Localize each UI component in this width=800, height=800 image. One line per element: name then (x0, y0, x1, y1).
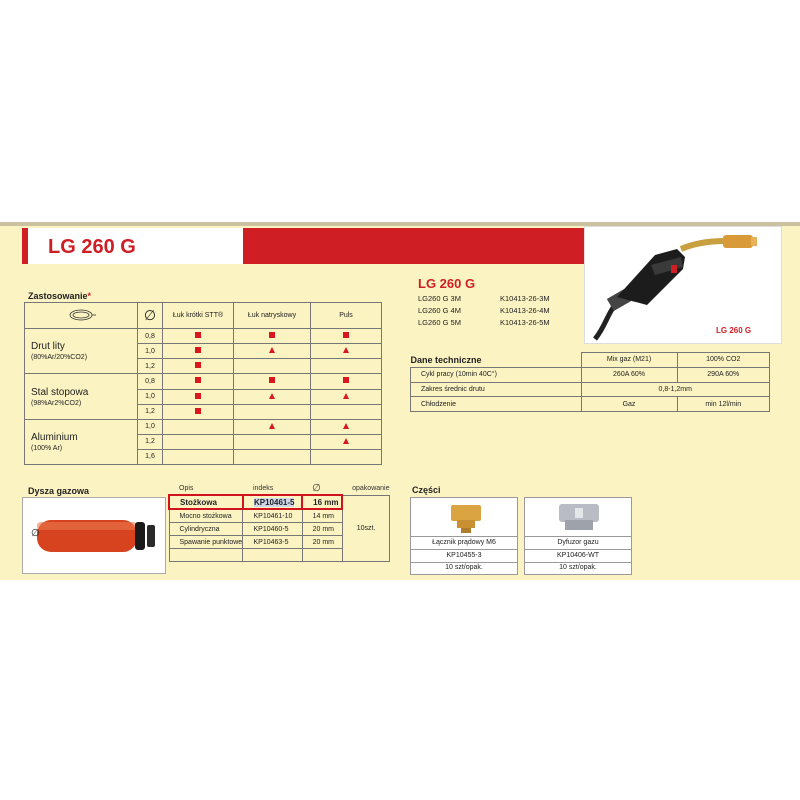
suitability-cell (163, 374, 234, 389)
col-stt: Łuk krótki STT® (163, 303, 234, 329)
wire-diameter: 1,2 (138, 404, 163, 419)
tech-value: min 12l/min (677, 397, 770, 412)
torch-image-label: LG 260 G (716, 326, 752, 335)
suitability-cell (234, 434, 311, 449)
triangle-marker-icon (269, 393, 275, 399)
suitability-cell (163, 344, 234, 359)
square-marker-icon (195, 347, 201, 353)
nozzle-image (22, 497, 166, 574)
suitability-cell (163, 449, 234, 464)
wire-diameter: 1,2 (138, 359, 163, 374)
nozzle-heading: Dysza gazowa (28, 486, 90, 496)
application-heading: Zastosowanie* (28, 291, 92, 301)
triangle-marker-icon (343, 438, 349, 444)
nozzle-row-size: 20 mm (302, 536, 342, 549)
parts-heading: Części (412, 485, 441, 495)
suitability-cell (234, 344, 311, 359)
nozzle-col-pack: opakowanie (352, 484, 390, 492)
tech-value: Gaz (581, 397, 677, 412)
square-marker-icon (343, 377, 349, 383)
material-label: Stal stopowa (98%Ar2%CO2) (25, 374, 138, 419)
tech-value: 260A 60% (581, 367, 677, 382)
square-marker-icon (269, 377, 275, 383)
square-marker-icon (269, 332, 275, 338)
model-row: LG260 G 3M K10413-26-3M (418, 294, 550, 303)
suitability-cell (234, 359, 311, 374)
wire-diameter: 1,2 (138, 434, 163, 449)
application-table (24, 302, 382, 465)
col-pulse: Puls (311, 303, 382, 329)
part-name: Dyfuzor gazu (525, 537, 631, 550)
nozzle-row-size: 14 mm (302, 509, 342, 523)
application-row (25, 329, 382, 344)
suitability-cell (311, 404, 382, 419)
suitability-cell (234, 404, 311, 419)
nozzle-row-desc: Spawanie punktowe (169, 536, 243, 549)
suitability-cell (163, 419, 234, 434)
triangle-marker-icon (343, 347, 349, 353)
gas-diffuser-image (525, 498, 631, 537)
tech-label: Chłodzenie (411, 397, 582, 412)
wire-coil-icon (25, 303, 138, 329)
suitability-cell (234, 419, 311, 434)
contact-tip-holder-image (411, 498, 517, 537)
nozzle-diameter-symbol: ∅ (31, 528, 40, 539)
part-code: KP10455-3 (411, 550, 517, 563)
nozzle-row-index: KP10461-10 (243, 509, 302, 523)
nozzle-row-index: KP10463-5 (243, 536, 302, 549)
nozzle-row-desc: Mocno stożkowa (169, 509, 243, 523)
nozzle-col-index: indeks (252, 484, 274, 492)
nozzle-row-desc: Stożkowa (169, 495, 243, 509)
part-card (410, 497, 518, 575)
application-row (25, 374, 382, 389)
material-label: Aluminium (100% Ar) (25, 419, 138, 464)
triangle-marker-icon (343, 423, 349, 429)
triangle-marker-icon (269, 347, 275, 353)
nozzle-row-size: 20 mm (302, 523, 342, 536)
wire-diameter: 1,0 (138, 344, 163, 359)
triangle-marker-icon (343, 393, 349, 399)
suitability-cell (163, 389, 234, 404)
nozzle-row-index: KP10460-5 (243, 523, 302, 536)
wire-diameter: 0,8 (138, 329, 163, 344)
tech-heading: Dane techniczne (411, 353, 582, 368)
nozzle-col-desc: Opis (179, 484, 194, 492)
suitability-cell (163, 434, 234, 449)
tech-label: Zakres średnic drutu (411, 382, 582, 397)
suitability-cell (163, 404, 234, 419)
model-row: LG260 G 4M K10413-26-4M (418, 306, 550, 315)
technical-data-table (410, 352, 770, 412)
suitability-cell (234, 389, 311, 404)
nozzle-row-desc: Cylindryczna (169, 523, 243, 536)
part-card (524, 497, 632, 575)
nozzle-row-size: 16 mm (302, 495, 342, 509)
model-row: LG260 G 5M K10413-26-5M (418, 318, 550, 327)
suitability-cell (234, 449, 311, 464)
application-row (25, 419, 382, 434)
nozzle-row-index: KP10461-5 (243, 495, 302, 509)
suitability-cell (311, 419, 382, 434)
square-marker-icon (195, 393, 201, 399)
suitability-cell (311, 449, 382, 464)
suitability-cell (311, 434, 382, 449)
suitability-cell (163, 329, 234, 344)
col-spray: Łuk natryskowy (234, 303, 311, 329)
suitability-cell (311, 359, 382, 374)
triangle-marker-icon (269, 423, 275, 429)
suitability-cell (234, 329, 311, 344)
suitability-cell (234, 374, 311, 389)
square-marker-icon (343, 332, 349, 338)
material-label: Drut lity (80%Ar/20%CO2) (25, 329, 138, 374)
tech-col-mix: Mix gaz (M21) (581, 353, 677, 368)
suitability-cell (311, 329, 382, 344)
tech-value: 290A 60% (677, 367, 770, 382)
diameter-header: ∅ (138, 303, 163, 329)
suitability-cell (311, 374, 382, 389)
tech-value: 0,8-1,2mm (581, 382, 770, 397)
square-marker-icon (195, 332, 201, 338)
part-pack: 10 szt/opak. (445, 564, 483, 571)
wire-diameter: 1,6 (138, 449, 163, 464)
part-pack: 10 szt/opak. (559, 564, 597, 571)
wire-diameter: 0,8 (138, 374, 163, 389)
tech-col-co2: 100% CO2 (677, 353, 770, 368)
wire-diameter: 1,0 (138, 419, 163, 434)
torch-image (584, 226, 782, 344)
page-title: LG 260 G (48, 236, 136, 258)
nozzle-table (168, 482, 390, 562)
model-list (418, 293, 550, 329)
nozzle-col-diameter: ∅ (312, 482, 321, 494)
suitability-cell (311, 344, 382, 359)
square-marker-icon (195, 362, 201, 368)
tech-label: Cykl pracy (10min 40C°) (411, 367, 582, 382)
suitability-cell (311, 389, 382, 404)
wire-diameter: 1,0 (138, 389, 163, 404)
suitability-cell (163, 359, 234, 374)
nozzle-pack-value: 10szt. (342, 495, 389, 562)
product-title: LG 260 G (418, 276, 476, 291)
part-code: KP10406-WT (525, 550, 631, 563)
square-marker-icon (195, 408, 201, 414)
part-name: Łącznik prądowy M6 (411, 537, 517, 550)
square-marker-icon (195, 377, 201, 383)
